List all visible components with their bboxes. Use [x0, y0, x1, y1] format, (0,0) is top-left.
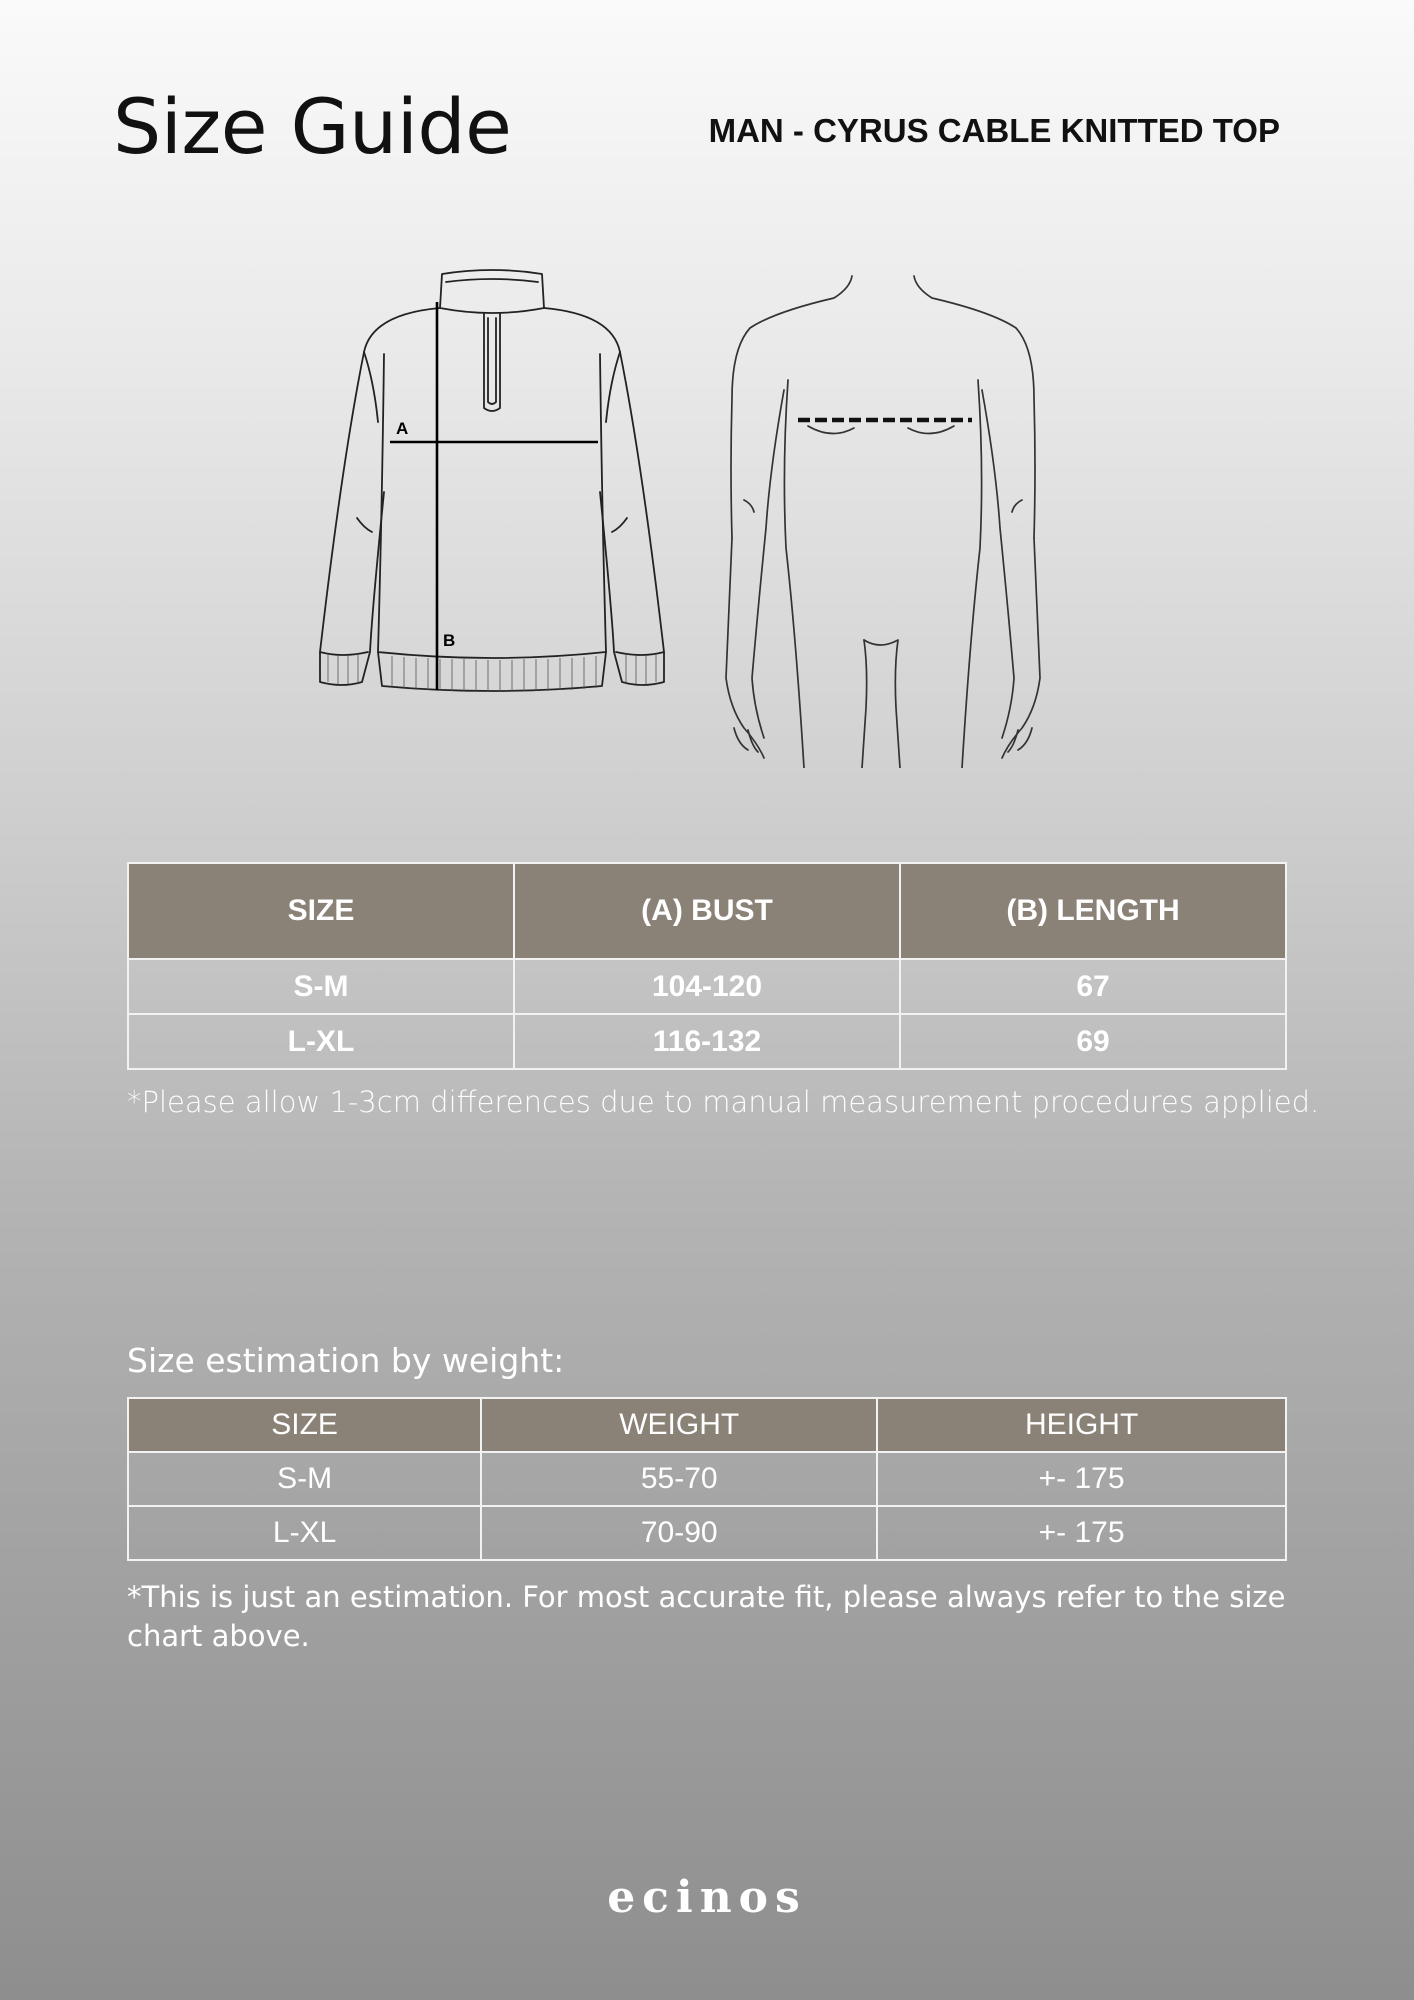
column-header-size: SIZE — [128, 1398, 481, 1452]
cell-size: S-M — [128, 1452, 481, 1506]
cell-bust: 116-132 — [514, 1014, 900, 1069]
sweater-illustration — [312, 262, 682, 702]
table-row — [128, 1506, 1286, 1560]
cell-size: S-M — [128, 959, 514, 1014]
table-row — [128, 1452, 1286, 1506]
brand-logo: ecinos — [607, 1872, 807, 1923]
estimation-note: *This is just an estimation. For most accurate fit, please always refer to the size chart above. — [127, 1580, 1286, 1653]
page-title: Size Guide — [113, 82, 512, 171]
table-row — [128, 1014, 1286, 1069]
column-header-bust: (A) BUST — [514, 863, 900, 959]
column-header-weight: WEIGHT — [481, 1398, 877, 1452]
table-header-row — [128, 1398, 1286, 1452]
cell-size: L-XL — [128, 1506, 481, 1560]
label-b: B — [443, 631, 456, 650]
cell-size: L-XL — [128, 1014, 514, 1069]
column-header-size: SIZE — [128, 863, 514, 959]
weight-chart-table — [127, 1397, 1287, 1561]
table-header-row — [128, 863, 1286, 959]
cell-bust: 104-120 — [514, 959, 900, 1014]
cell-length: 69 — [900, 1014, 1286, 1069]
body-figure-illustration — [724, 268, 1044, 768]
weight-section-title: Size estimation by weight: — [127, 1341, 565, 1380]
measurement-note: *Please allow 1-3cm differences due to manual measurement procedures applied. — [127, 1085, 1320, 1119]
cell-weight: 55-70 — [481, 1452, 877, 1506]
column-header-length: (B) LENGTH — [900, 863, 1286, 959]
column-header-height: HEIGHT — [877, 1398, 1286, 1452]
cell-height: +- 175 — [877, 1506, 1286, 1560]
cell-height: +- 175 — [877, 1452, 1286, 1506]
table-row — [128, 959, 1286, 1014]
cell-length: 67 — [900, 959, 1286, 1014]
product-name: MAN - CYRUS CABLE KNITTED TOP — [708, 112, 1280, 149]
label-a: A — [396, 419, 409, 438]
size-chart-table — [127, 862, 1287, 1070]
cell-weight: 70-90 — [481, 1506, 877, 1560]
